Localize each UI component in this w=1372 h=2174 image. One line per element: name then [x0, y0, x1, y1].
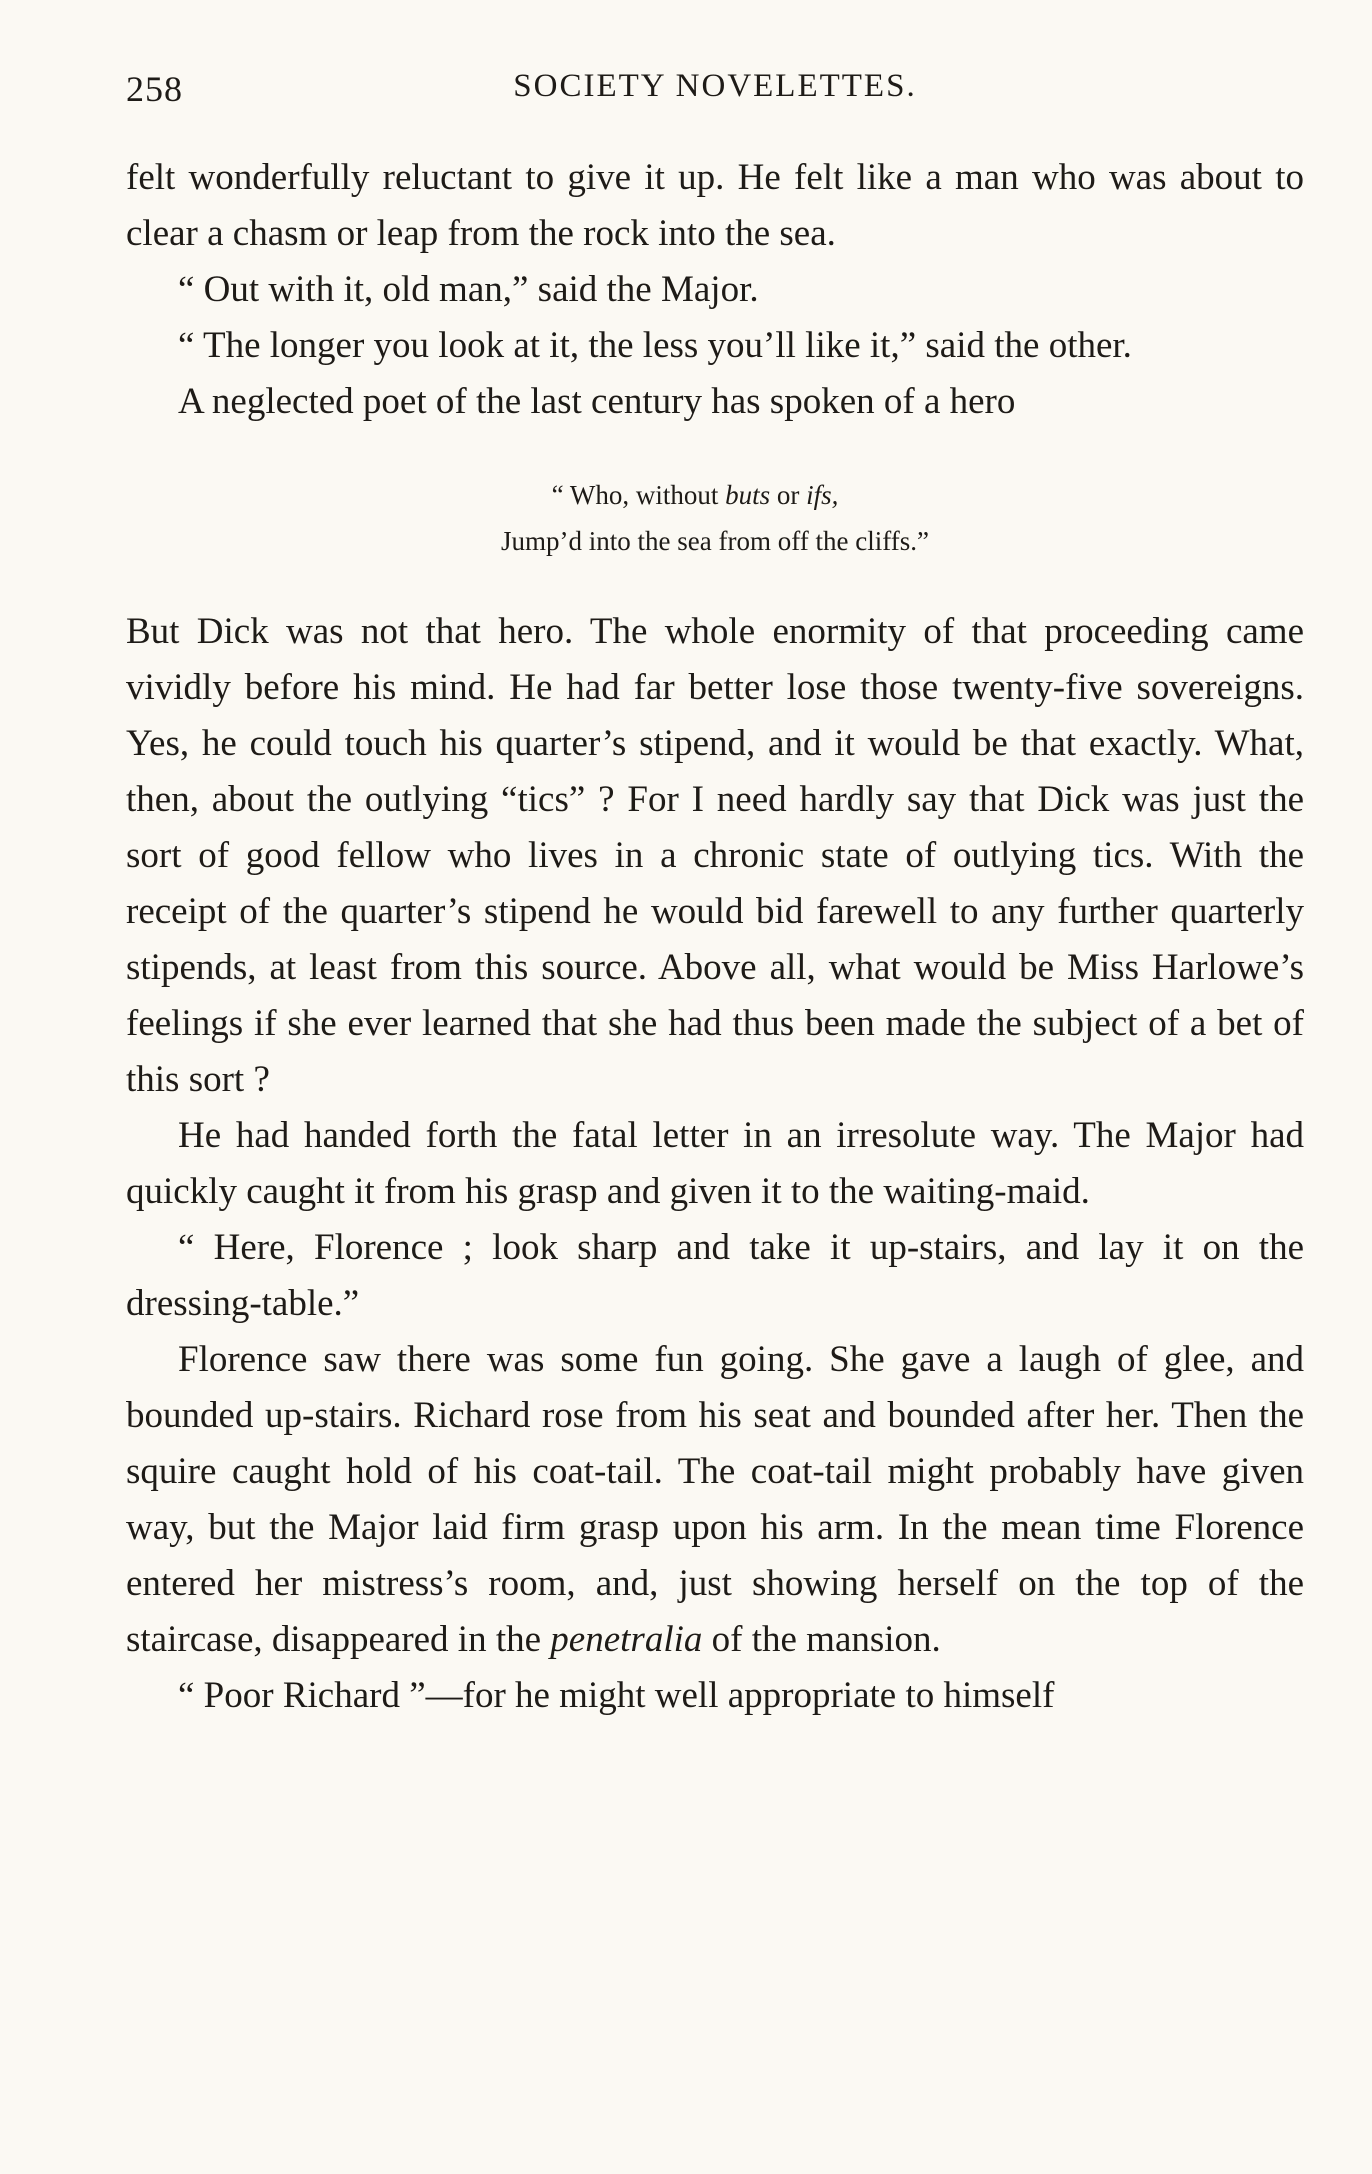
paragraph-text: of the mansion.: [702, 1619, 941, 1660]
paragraph: “ The longer you look at it, the less you’ll like it,” said the other.: [178, 325, 1132, 366]
verse-quote: [126, 472, 1304, 564]
paragraph: felt wonderfully reluctant to give it up. He felt like a man who was about to clear a chasm or leap from the rock into the sea.: [126, 157, 1304, 254]
paragraph: A neglected poet of the last century has spoken of a hero: [178, 381, 1016, 422]
verse-line: [126, 472, 1304, 518]
verse-italic: ifs,: [806, 480, 839, 510]
verse-line: Jump’d into the sea from off the cliffs.”: [501, 526, 929, 556]
paragraph: [126, 1332, 1304, 1668]
verse-text: or: [770, 480, 807, 510]
paragraph: But Dick was not that hero. The whole enormity of that proceeding came vividly before his mind. He had far better lose those twenty-five sovereigns. Yes, he could touch his quarter’s stipend, and it would be that exactly. What, then, about the outlying “tics” ? For I need hardly say that Dick was just the sort of good fellow who lives in a chronic state of outlying tics. With the receipt of the quarter’s stipend he would bid farewell to any further quarterly stipends, at least from this source. Above all, what would be Miss Harlowe’s feelings if she ever learned that she had thus been made the subject of a bet of this sort ?: [126, 611, 1304, 1100]
page-header: [126, 60, 1304, 120]
page-number: 258: [126, 69, 183, 109]
italic-word: penetralia: [550, 1619, 703, 1660]
paragraph-text: Florence saw there was some fun going. She gave a laugh of glee, and bounded up-stairs. Richard rose from his seat and bounded after her. Then the squire caught hold of his coat-tail. The coat-tail might probably have given way, but the Major laid firm grasp upon his arm. In the mean time Florence entered her mistress’s room, and, just showing herself on the top of the staircase, disappeared in the: [126, 1339, 1304, 1660]
paragraph: “ Out with it, old man,” said the Major.: [178, 269, 759, 310]
body-text: [126, 150, 1304, 1724]
paragraph: “ Poor Richard ”—for he might well appropriate to himself: [178, 1675, 1055, 1716]
paragraph: “ Here, Florence ; look sharp and take it up-stairs, and lay it on the dressing-table.”: [126, 1227, 1304, 1324]
running-head: SOCIETY NOVELETTES.: [513, 68, 917, 104]
paragraph: He had handed forth the fatal letter in an irresolute way. The Major had quickly caught it from his grasp and given it to the waiting-maid.: [126, 1115, 1304, 1212]
verse-text: “ Who, without: [551, 480, 726, 510]
verse-italic: buts: [725, 480, 771, 510]
